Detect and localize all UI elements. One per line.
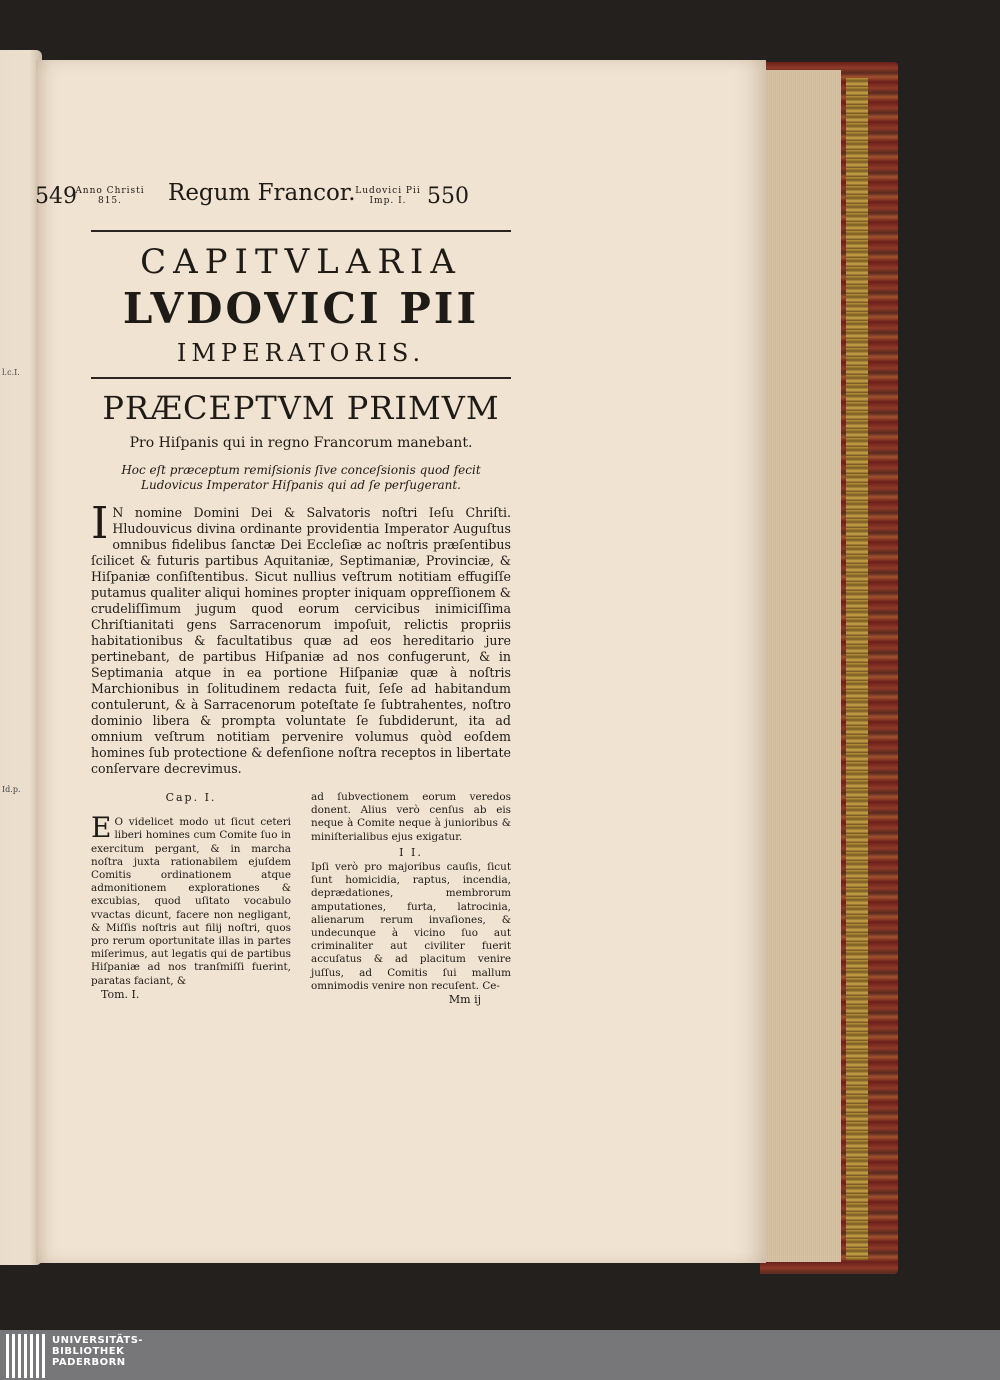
column-text: O videlicet modo ut ſicut ceteri liberi homines cum Comite ſuo in exercitum pergant, & in marcha noſtra juxta rationabilem ejuſdem Comitis ordinationem atque admonitionem explorationes & excubias, quod uſitato vocabulo vvactas dicunt, facere non negligant, & Miſſis noſtris aut filij noſtri, quos pro rerum oportunitate illas in partes miſerimus, aut legatis qui de partibus Hiſpaniæ ad nos tranſmiſſi fuerint, paratas faciant, &	[91, 816, 291, 987]
paragraph-text: N nomine Domini Dei & Salvatoris noſtri Ieſu Chriſti. Hludouvicus divina ordinante providentia Imperator Auguſtus omnibus fidelibus ſanctæ Dei Eccleſiæ ac noſtris præſentibus ſcilicet & futuris partibus Aquitaniæ, Septimaniæ, Provinciæ, & Hiſpaniæ conſiſtentibus. Sicut nullius veſtrum notitiam effugiſſe putamus qualiter aliqui homines propter iniquam oppreſſionem & crudeliſſimum jugum quod eorum cervicibus inimiciſſima Chriſtianitati gens Sarracenorum impoſuit, relictis propriis habitationibus & facultatibus quæ ad eos hereditario jure pertinebant, de partibus Hiſpaniæ ad nos confugerunt, & in Septimania atque in ea portione Hiſpaniæ quæ à noſtris Marchionibus in ſolitudinem redacta fuit, ſeſe ad habitandum contulerunt, & à Sarracenorum poteſtate ſe ſubtrahentes, noſtro dominio libera & prompta voluntate ſe ſubdiderunt, ita ad omnium veſtrum notitiam pervenire volumus quòd eoſdem homines ſub protectione & defenſione noſtra receptos in libertate conſervare decrevimus.	[91, 505, 511, 776]
italic-intro: Hoc eſt præceptum remiſsionis ſive conceſsionis quod fecit Ludovicus Imperator Hiſpanis qui ad ſe perſugerant.	[121, 463, 481, 492]
title-line-2: LVDOVICI PII	[122, 284, 480, 333]
chapter-heading: I I.	[399, 845, 423, 859]
library-footer	[0, 1330, 1000, 1380]
two-columns	[91, 791, 511, 1007]
right-column	[311, 791, 511, 1006]
signature-mark: Tom. I.	[101, 987, 140, 1001]
signature-mark: Mm ij	[448, 993, 481, 1007]
margin-note: Id.p.	[2, 785, 21, 794]
left-page-number: 549	[35, 184, 77, 209]
left-column	[91, 791, 291, 1001]
anno-christi: Anno Christi 815.	[75, 186, 145, 206]
column-text: Ipſi verò pro majoribus cauſis, ſicut ſunt homicidia, raptus, incendia, deprædationes, membrorum amputationes, furta, latrocinia, alienarum rerum invaſiones, & undecunque à vicino ſuo aut criminaliter aut civiliter fuerit accuſatus & ad placitum venire juſſus, ad Comitis ſui mallum omnimodis venire non recuſent. Ce-	[311, 861, 511, 992]
ludovici-pii: Ludovici Pii Imp. I.	[355, 186, 421, 206]
section-heading: PRÆCEPTVM PRIMVM	[102, 389, 500, 427]
drop-cap: E	[91, 811, 112, 845]
title-line-1: CAPITVLARIA	[140, 242, 462, 282]
column-text: ad ſubvectionem eorum veredos donent. Alius verò cenſus ab eis neque à Comite neque à junioribus & miniſterialibus ejus exigatur.	[311, 791, 511, 843]
rule	[91, 230, 511, 232]
rule	[91, 377, 511, 379]
gilt-spine	[846, 78, 868, 1260]
page-edges	[763, 70, 841, 1262]
running-head	[35, 180, 511, 222]
chapter-heading: Cap. I.	[165, 791, 217, 804]
margin-note: l.c.I.	[2, 368, 20, 377]
subheading: Pro Hiſpanis qui in regno Francorum manebant.	[129, 435, 473, 451]
page-content	[35, 180, 511, 1007]
library-logo-icon	[6, 1334, 46, 1378]
drop-cap: I	[91, 498, 109, 549]
library-logo-text: UNIVERSITÄTS- BIBLIOTHEK PADERBORN	[52, 1335, 144, 1368]
title-line-3: IMPERATORIS.	[176, 339, 426, 367]
right-page-number: 550	[427, 184, 469, 209]
running-title: Regum Francor.	[168, 180, 356, 206]
body-paragraph	[91, 498, 511, 777]
